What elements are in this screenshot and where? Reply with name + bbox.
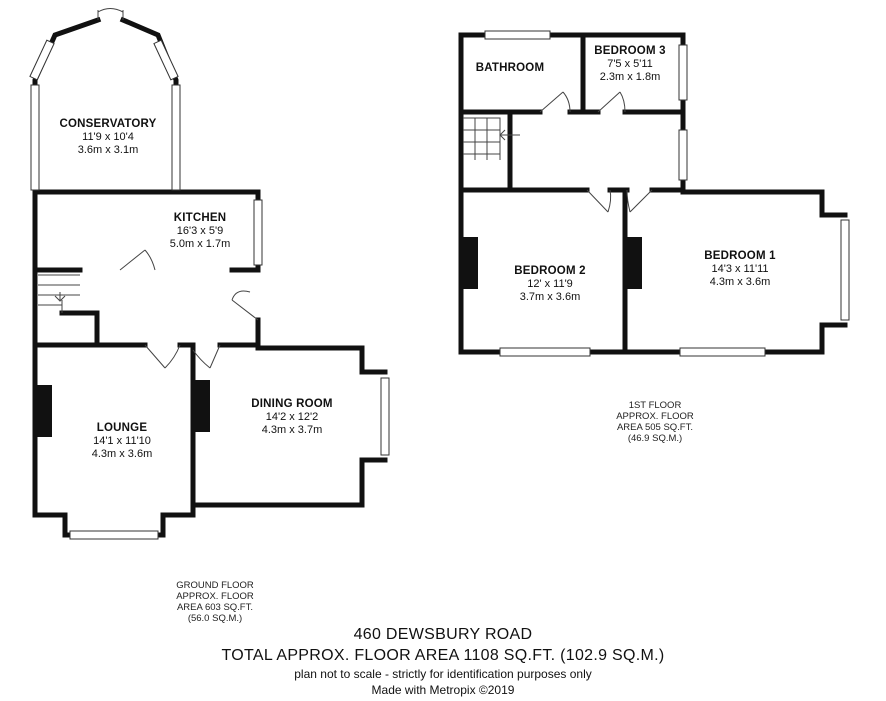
ground-floor-area-note — [160, 580, 270, 624]
lounge-label — [62, 422, 182, 461]
room-dimensions-imperial: 16'3 x 5'9 — [176, 225, 224, 237]
bedroom1-chimney-breast — [627, 237, 642, 289]
hall-walls — [97, 320, 258, 345]
hall-door-swing — [232, 291, 258, 320]
credit-text: Made with Metropix ©2019 — [371, 683, 515, 697]
area-line: GROUND FLOOR — [176, 580, 254, 591]
kitchen-door-swing — [120, 250, 155, 270]
bedroom3-label — [580, 45, 680, 84]
dining-chimney-breast — [195, 380, 210, 432]
room-dimensions-metric: 3.6m x 3.1m — [77, 144, 139, 156]
conservatory-window-left — [31, 85, 39, 190]
lounge-chimney-breast — [37, 385, 52, 437]
address-title: 460 DEWSBURY ROAD — [353, 626, 533, 643]
stair-walls — [35, 270, 97, 345]
lounge-window — [70, 531, 158, 539]
room-dimensions-metric: 5.0m x 1.7m — [169, 238, 231, 250]
conservatory-window-right — [172, 85, 180, 190]
dining-window — [381, 378, 389, 455]
bedroom3-door-swing — [598, 92, 625, 112]
kitchen-window — [254, 200, 262, 265]
room-dimensions-imperial: 14'3 x 11'11 — [711, 263, 769, 275]
bathroom-door-swing — [540, 92, 570, 112]
room-name: BATHROOM — [475, 62, 545, 74]
lounge-door-swing — [145, 345, 180, 368]
bedroom1-label — [690, 250, 790, 289]
conservatory-label — [48, 118, 168, 157]
room-dimensions-imperial: 12' x 11'9 — [527, 278, 573, 290]
area-line: AREA 603 SQ.FT. — [176, 602, 254, 613]
room-name: KITCHEN — [173, 212, 227, 224]
room-dimensions-imperial: 11'9 x 10'4 — [82, 131, 134, 143]
room-name: BEDROOM 3 — [594, 45, 666, 57]
area-line: APPROX. FLOOR — [176, 591, 254, 602]
bathroom-label — [465, 62, 555, 75]
total-floor-area: TOTAL APPROX. FLOOR AREA 1108 SQ.FT. (102.9 SQ.M.) — [221, 647, 665, 664]
room-dimensions-imperial: 14'2 x 12'2 — [265, 411, 319, 423]
area-line: 1ST FLOOR — [628, 400, 682, 411]
room-name: CONSERVATORY — [59, 118, 157, 130]
bedroom2-door-swing — [587, 190, 611, 212]
bedroom2-label — [500, 265, 600, 304]
area-line: (56.0 SQ.M.) — [187, 613, 243, 624]
room-dimensions-metric: 2.3m x 1.8m — [599, 71, 661, 83]
area-line: AREA 505 SQ.FT. — [616, 422, 694, 433]
room-dimensions-imperial: 14'1 x 11'10 — [93, 435, 151, 447]
dining-room-label — [232, 398, 352, 437]
room-name: BEDROOM 2 — [514, 265, 586, 277]
bedroom1-window — [841, 220, 849, 320]
room-name: BEDROOM 1 — [704, 250, 776, 262]
landing-window — [679, 130, 687, 180]
bedroom2-window — [500, 348, 590, 356]
room-dimensions-metric: 4.3m x 3.6m — [91, 448, 153, 460]
bedroom3-window — [679, 45, 687, 100]
conservatory-window-left-angle — [30, 40, 54, 80]
room-dimensions-metric: 4.3m x 3.7m — [261, 424, 323, 436]
bedroom1-door-swing — [627, 190, 652, 212]
room-dimensions-metric: 4.3m x 3.6m — [709, 276, 771, 288]
area-line: (46.9 SQ.M.) — [627, 433, 683, 444]
room-dimensions-metric: 3.7m x 3.6m — [519, 291, 581, 303]
bedroom1-window-bottom — [680, 348, 765, 356]
landing-walls — [461, 112, 683, 190]
bathroom-window — [485, 31, 550, 39]
disclaimer-text: plan not to scale - strictly for identification purposes only — [294, 667, 592, 681]
conservatory-window-right-angle — [154, 40, 178, 80]
dining-door-swing — [193, 345, 220, 368]
room-name: LOUNGE — [96, 422, 148, 434]
ground-stairs — [38, 275, 80, 313]
room-name: DINING ROOM — [251, 398, 333, 410]
kitchen-label — [150, 212, 250, 251]
first-floor-area-note — [600, 400, 710, 444]
bedroom2-chimney-breast — [463, 237, 478, 289]
area-line: APPROX. FLOOR — [616, 411, 694, 422]
room-dimensions-imperial: 7'5 x 5'11 — [607, 58, 653, 70]
conservatory-door-swing — [98, 9, 123, 21]
